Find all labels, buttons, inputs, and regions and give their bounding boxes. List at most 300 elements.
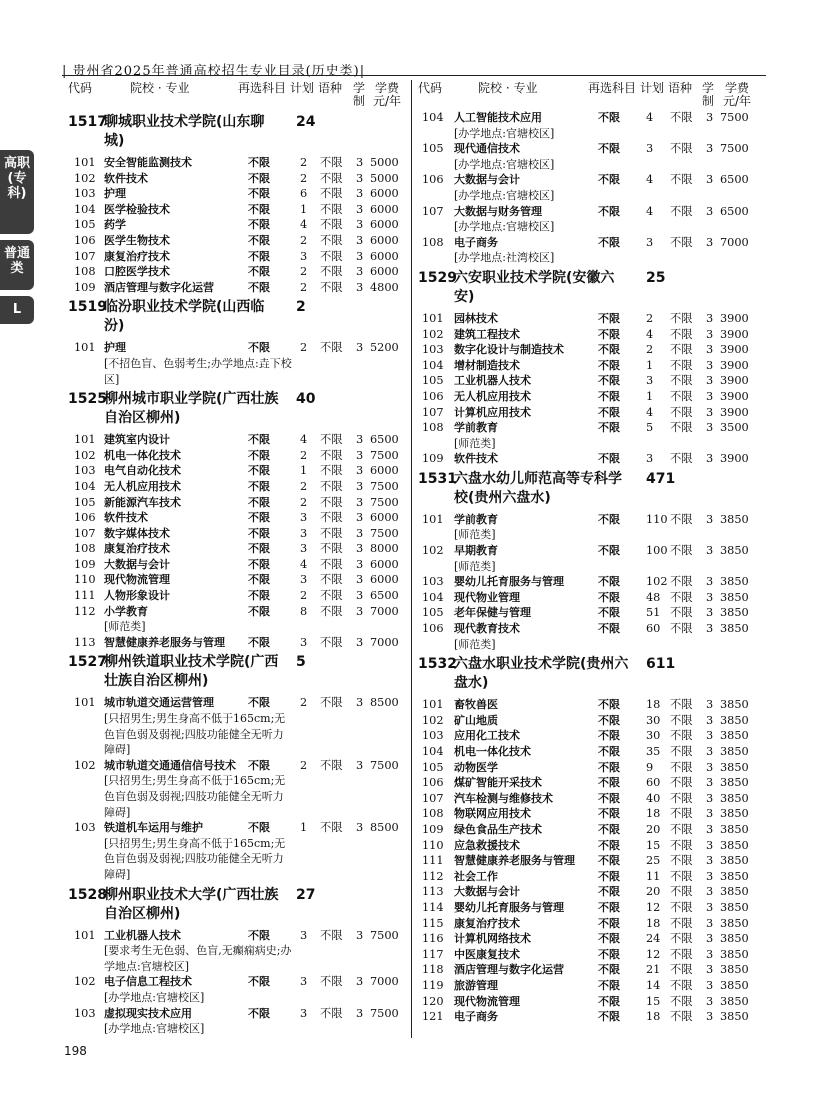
- major-plan: 6: [300, 187, 308, 201]
- major-lang: 不限: [320, 171, 343, 185]
- major-sys: 3: [356, 265, 364, 279]
- major-sys: 3: [706, 590, 714, 604]
- major-sys: 3: [706, 327, 714, 341]
- school-block: [418, 266, 763, 307]
- major-lang: 不限: [320, 218, 343, 232]
- major-row: [68, 604, 408, 635]
- major-subject: 不限: [598, 575, 620, 589]
- major-lang: 不限: [320, 280, 343, 294]
- major-sys: 3: [706, 947, 714, 961]
- major-lang: 不限: [320, 511, 343, 525]
- major-name: 数字媒体技术: [104, 526, 170, 540]
- major-lang: 不限: [670, 421, 693, 435]
- major-subject: 不限: [598, 389, 620, 403]
- side-tab-letter: L: [0, 296, 34, 324]
- major-lang: 不限: [670, 916, 693, 930]
- major-row: [418, 744, 763, 760]
- major-fee: 3850: [720, 606, 749, 620]
- major-sys: 3: [706, 405, 714, 419]
- major-fee: 6000: [370, 249, 399, 263]
- major-fee: 7500: [370, 495, 399, 509]
- major-plan: 3: [300, 526, 308, 540]
- major-lang: 不限: [670, 698, 693, 712]
- major-code: 101: [422, 311, 444, 325]
- major-lang: 不限: [670, 963, 693, 977]
- major-note: [办学地点:官塘校区]: [454, 126, 555, 140]
- major-code: 110: [422, 838, 444, 852]
- major-lang: 不限: [670, 452, 693, 466]
- major-code: 104: [74, 202, 96, 216]
- major-name: 软件技术: [104, 171, 148, 185]
- major-row: [418, 760, 763, 776]
- major-lang: 不限: [320, 495, 343, 509]
- right-column: [418, 80, 763, 1025]
- major-row: [418, 900, 763, 916]
- major-fee: 6000: [370, 233, 399, 247]
- major-fee: 6500: [370, 433, 399, 447]
- major-name: 大数据与会计: [104, 557, 170, 571]
- major-fee: 6000: [370, 464, 399, 478]
- major-fee: 6000: [370, 202, 399, 216]
- major-name: 工业机器人技术: [454, 374, 531, 388]
- page-header: | 贵州省2025年普通高校招生专业目录(历史类)|: [62, 64, 366, 79]
- major-note: [办学地点:官塘校区]: [454, 220, 555, 234]
- major-row: [418, 574, 763, 590]
- major-plan: 3: [300, 928, 308, 942]
- major-fee: 8000: [370, 542, 399, 556]
- major-subject: 不限: [598, 698, 620, 712]
- major-code: 107: [422, 405, 444, 419]
- major-note: [要求考生无色弱、色盲,无癫痫病史;办学地点:官塘校区]: [104, 944, 292, 973]
- major-code: 105: [422, 606, 444, 620]
- school-name: 六盘水幼儿师范高等专科学校(贵州六盘水): [454, 470, 622, 506]
- major-subject: 不限: [598, 374, 620, 388]
- major-name: 大数据与会计: [454, 885, 520, 899]
- school-plan: 2: [296, 299, 306, 316]
- major-subject: 不限: [248, 928, 270, 942]
- major-sys: 3: [356, 975, 364, 989]
- major-plan: 12: [646, 900, 661, 914]
- school-plan: 27: [296, 886, 316, 903]
- major-lang: 不限: [320, 341, 343, 355]
- major-plan: 4: [646, 173, 654, 187]
- school-plan: 40: [296, 391, 316, 408]
- major-plan: 14: [646, 978, 661, 992]
- major-subject: 不限: [598, 963, 620, 977]
- major-row: [418, 110, 763, 141]
- major-code: 120: [422, 994, 444, 1008]
- major-sys: 3: [706, 204, 714, 218]
- school-code: 1525: [68, 391, 107, 408]
- school-name: 六安职业技术学院(安徽六安): [454, 269, 615, 305]
- major-name: 机电一体化技术: [454, 745, 531, 758]
- major-plan: 2: [300, 265, 308, 279]
- major-name: 安全智能监测技术: [104, 156, 192, 169]
- major-lang: 不限: [320, 821, 343, 835]
- major-row: [418, 947, 763, 963]
- major-name: 早期教育: [454, 544, 498, 558]
- major-code: 117: [422, 947, 444, 961]
- major-name: 智慧健康养老服务与管理: [454, 854, 575, 868]
- major-plan: 3: [646, 235, 654, 249]
- major-subject: 不限: [598, 885, 620, 899]
- major-subject: 不限: [598, 452, 620, 466]
- major-name: 现代物业管理: [454, 590, 520, 604]
- major-row: [418, 697, 763, 713]
- major-note: [不招色盲、色弱考生;办学地点:垚下校区]: [104, 356, 292, 386]
- major-row: [418, 713, 763, 729]
- major-name: 社会工作: [454, 869, 498, 883]
- side-tab-type: 普通类: [0, 240, 34, 290]
- major-name: 无人机应用技术: [104, 479, 181, 493]
- school-block: [418, 467, 763, 508]
- major-row: [68, 974, 408, 1005]
- major-code: 102: [74, 975, 96, 989]
- major-name: 护理: [104, 187, 126, 201]
- major-subject: 不限: [598, 838, 620, 852]
- major-row: [418, 728, 763, 744]
- major-subject: 不限: [248, 1006, 270, 1020]
- major-sys: 3: [356, 187, 364, 201]
- major-fee: 3850: [720, 791, 749, 805]
- major-plan: 4: [646, 327, 654, 341]
- major-name: 计算机网络技术: [454, 932, 531, 946]
- major-plan: 1: [300, 202, 308, 216]
- major-fee: 7000: [370, 635, 399, 649]
- major-note: [办学地点:官塘校区]: [454, 157, 555, 171]
- major-name: 畜牧兽医: [454, 698, 498, 712]
- major-fee: 3850: [720, 729, 749, 743]
- major-note: [师范类]: [104, 620, 146, 634]
- major-code: 108: [422, 235, 444, 249]
- major-row: [418, 327, 763, 343]
- school-plan: 25: [646, 269, 666, 286]
- major-plan: 11: [646, 869, 661, 883]
- major-code: 108: [74, 265, 96, 279]
- col-fee-header: 学费元/年: [722, 81, 752, 108]
- major-subject: 不限: [598, 916, 620, 930]
- major-code: 109: [422, 822, 444, 836]
- major-row: [68, 463, 408, 479]
- major-lang: 不限: [670, 838, 693, 852]
- school-code: 1517: [68, 114, 107, 130]
- school-name: 六盘水职业技术学院(贵州六盘水): [454, 656, 629, 692]
- major-sys: 3: [706, 575, 714, 589]
- major-code: 103: [422, 343, 444, 357]
- major-note: [办学地点:官塘校区]: [104, 990, 205, 1004]
- major-row: [418, 1009, 763, 1025]
- major-subject: 不限: [598, 932, 620, 946]
- major-fee: 6000: [370, 557, 399, 571]
- major-plan: 48: [646, 590, 661, 604]
- major-lang: 不限: [670, 405, 693, 419]
- major-fee: 3850: [720, 854, 749, 868]
- major-fee: 7500: [720, 111, 749, 124]
- major-plan: 102: [646, 575, 668, 589]
- major-subject: 不限: [248, 171, 270, 185]
- major-row: [418, 204, 763, 235]
- major-lang: 不限: [320, 557, 343, 571]
- major-fee: 6000: [370, 511, 399, 525]
- major-note: [师范类]: [454, 637, 496, 651]
- major-row: [418, 451, 763, 467]
- major-plan: 2: [300, 758, 308, 772]
- major-name: 大数据与财务管理: [454, 204, 542, 218]
- major-lang: 不限: [670, 776, 693, 790]
- major-sys: 3: [706, 421, 714, 435]
- major-code: 114: [422, 900, 444, 914]
- major-row: [418, 962, 763, 978]
- major-lang: 不限: [320, 975, 343, 989]
- major-row: [68, 495, 408, 511]
- major-fee: 3850: [720, 622, 749, 636]
- major-lang: 不限: [670, 606, 693, 620]
- major-subject: 不限: [248, 187, 270, 201]
- major-sys: 3: [356, 433, 364, 447]
- major-subject: 不限: [248, 511, 270, 525]
- major-code: 103: [422, 575, 444, 589]
- major-sys: 3: [706, 963, 714, 977]
- major-sys: 3: [356, 589, 364, 603]
- major-name: 铁道机车运用与维护: [104, 821, 203, 835]
- major-fee: 3850: [720, 1010, 749, 1024]
- major-name: 现代教育技术: [454, 622, 520, 636]
- major-sys: 3: [706, 173, 714, 187]
- major-code: 104: [74, 479, 96, 493]
- major-plan: 2: [300, 156, 308, 169]
- major-sys: 3: [706, 452, 714, 466]
- major-subject: 不限: [248, 589, 270, 603]
- major-fee: 5000: [370, 171, 399, 185]
- major-lang: 不限: [670, 713, 693, 727]
- major-subject: 不限: [598, 204, 620, 218]
- major-code: 101: [422, 698, 444, 712]
- major-sys: 3: [356, 464, 364, 478]
- school-block: [68, 883, 408, 924]
- right-body: [418, 110, 763, 1025]
- major-note: [只招男生;男生身高不低于165cm;无色盲色弱及弱视;四肢功能健全无听力障碍]: [104, 712, 286, 757]
- col-plan-header: 计划: [290, 81, 315, 95]
- major-row: [418, 420, 763, 451]
- col-name-header: 院校 · 专业: [478, 81, 538, 95]
- major-lang: 不限: [670, 900, 693, 914]
- major-plan: 1: [646, 358, 654, 372]
- school-plan: 5: [296, 654, 306, 671]
- major-fee: 3850: [720, 776, 749, 790]
- major-lang: 不限: [320, 479, 343, 493]
- major-lang: 不限: [320, 635, 343, 649]
- major-name: 城市轨道交通运营管理: [104, 696, 214, 710]
- major-lang: 不限: [320, 604, 343, 618]
- major-code: 104: [422, 111, 444, 124]
- major-fee: 5000: [370, 156, 399, 169]
- major-lang: 不限: [670, 575, 693, 589]
- major-name: 软件技术: [454, 452, 498, 466]
- major-lang: 不限: [670, 745, 693, 758]
- major-name: 人物形象设计: [104, 589, 170, 603]
- major-fee: 8500: [370, 821, 399, 835]
- major-note: [只招男生;男生身高不低于165cm;无色盲色弱及弱视;四肢功能健全无听力障碍]: [104, 836, 286, 881]
- major-name: 医学检验技术: [104, 202, 170, 216]
- major-row: [68, 479, 408, 495]
- school-name: 聊城职业技术学院(山东聊城): [104, 114, 265, 149]
- col-subject-header: 再选科目: [588, 81, 637, 95]
- major-fee: 6500: [720, 204, 749, 218]
- major-fee: 6000: [370, 573, 399, 587]
- column-header: [68, 80, 408, 110]
- major-plan: 3: [646, 452, 654, 466]
- major-sys: 3: [356, 542, 364, 556]
- major-plan: 20: [646, 822, 661, 836]
- major-fee: 3900: [720, 343, 749, 357]
- major-row: [68, 541, 408, 557]
- major-code: 102: [422, 713, 444, 727]
- school-code: 1531: [418, 470, 457, 487]
- major-code: 107: [74, 526, 96, 540]
- major-row: [68, 510, 408, 526]
- major-sys: 3: [706, 389, 714, 403]
- major-name: 动物医学: [454, 760, 498, 774]
- major-lang: 不限: [670, 358, 693, 372]
- major-plan: 100: [646, 544, 668, 558]
- major-subject: 不限: [598, 512, 620, 526]
- major-sys: 3: [706, 885, 714, 899]
- major-plan: 15: [646, 994, 661, 1008]
- major-row: [68, 202, 408, 218]
- left-body: [68, 110, 408, 1037]
- major-lang: 不限: [670, 978, 693, 992]
- major-lang: 不限: [670, 327, 693, 341]
- major-name: 康复治疗技术: [104, 542, 170, 556]
- major-fee: 3850: [720, 900, 749, 914]
- major-sys: 3: [356, 604, 364, 618]
- major-lang: 不限: [670, 822, 693, 836]
- major-lang: 不限: [670, 512, 693, 526]
- major-fee: 5200: [370, 341, 399, 355]
- major-subject: 不限: [598, 343, 620, 357]
- major-subject: 不限: [598, 776, 620, 790]
- major-subject: 不限: [598, 142, 620, 156]
- major-name: 医学生物技术: [104, 233, 170, 247]
- major-plan: 3: [300, 975, 308, 989]
- major-row: [68, 217, 408, 233]
- major-fee: 3850: [720, 544, 749, 558]
- major-note: [只招男生;男生身高不低于165cm;无色盲色弱及弱视;四肢功能健全无听力障碍]: [104, 774, 286, 819]
- major-sys: 3: [356, 218, 364, 232]
- major-name: 矿山地质: [454, 713, 498, 727]
- major-code: 104: [422, 358, 444, 372]
- major-sys: 3: [356, 249, 364, 263]
- major-code: 113: [422, 885, 444, 899]
- major-row: [418, 590, 763, 606]
- major-plan: 30: [646, 713, 661, 727]
- major-fee: 3850: [720, 838, 749, 852]
- major-fee: 3850: [720, 978, 749, 992]
- major-row: [418, 141, 763, 172]
- major-lang: 不限: [670, 204, 693, 218]
- major-name: 大数据与会计: [454, 173, 520, 187]
- school-plan: 24: [296, 114, 316, 130]
- major-fee: 3850: [720, 698, 749, 712]
- major-note: [办学地点:官塘校区]: [104, 1022, 205, 1036]
- major-subject: 不限: [598, 869, 620, 883]
- major-code: 106: [74, 511, 96, 525]
- major-plan: 12: [646, 947, 661, 961]
- major-fee: 7500: [370, 448, 399, 462]
- major-lang: 不限: [670, 544, 693, 558]
- major-sys: 3: [706, 854, 714, 868]
- major-sys: 3: [706, 994, 714, 1008]
- major-code: 119: [422, 978, 444, 992]
- major-plan: 4: [300, 433, 308, 447]
- major-code: 105: [422, 760, 444, 774]
- major-code: 101: [74, 341, 96, 355]
- major-fee: 3850: [720, 760, 749, 774]
- major-code: 108: [74, 542, 96, 556]
- major-code: 103: [74, 821, 96, 835]
- major-name: 旅游管理: [454, 978, 498, 992]
- major-sys: 3: [356, 479, 364, 493]
- major-lang: 不限: [320, 265, 343, 279]
- major-sys: 3: [356, 233, 364, 247]
- major-note: [办学地点:社湾校区]: [454, 251, 555, 265]
- major-plan: 18: [646, 916, 661, 930]
- major-fee: 8500: [370, 696, 399, 710]
- major-plan: 2: [300, 233, 308, 247]
- major-subject: 不限: [598, 111, 620, 124]
- major-subject: 不限: [598, 173, 620, 187]
- major-code: 105: [74, 218, 96, 232]
- major-subject: 不限: [248, 821, 270, 835]
- major-row: [418, 172, 763, 203]
- major-sys: 3: [706, 760, 714, 774]
- major-name: 电子商务: [454, 235, 498, 249]
- major-lang: 不限: [670, 807, 693, 821]
- major-plan: 18: [646, 698, 661, 712]
- major-sys: 3: [356, 821, 364, 835]
- major-sys: 3: [706, 932, 714, 946]
- major-code: 108: [422, 421, 444, 435]
- major-lang: 不限: [320, 233, 343, 247]
- major-fee: 3850: [720, 869, 749, 883]
- major-row: [418, 389, 763, 405]
- left-column: [68, 80, 408, 1037]
- major-row: [68, 526, 408, 542]
- major-lang: 不限: [670, 1010, 693, 1024]
- major-code: 109: [74, 557, 96, 571]
- major-lang: 不限: [670, 791, 693, 805]
- major-lang: 不限: [320, 464, 343, 478]
- major-code: 101: [422, 512, 444, 526]
- major-code: 101: [74, 433, 96, 447]
- major-row: [418, 916, 763, 932]
- major-row: [418, 869, 763, 885]
- major-subject: 不限: [248, 604, 270, 618]
- major-sys: 3: [356, 557, 364, 571]
- major-fee: 6000: [370, 218, 399, 232]
- major-subject: 不限: [248, 495, 270, 509]
- major-lang: 不限: [320, 696, 343, 710]
- major-code: 109: [422, 452, 444, 466]
- major-plan: 2: [300, 479, 308, 493]
- major-subject: 不限: [598, 544, 620, 558]
- major-row: [68, 1006, 408, 1037]
- major-name: 建筑工程技术: [454, 327, 520, 341]
- major-row: [68, 432, 408, 448]
- major-code: 112: [74, 604, 96, 618]
- major-row: [68, 448, 408, 464]
- major-plan: 21: [646, 963, 661, 977]
